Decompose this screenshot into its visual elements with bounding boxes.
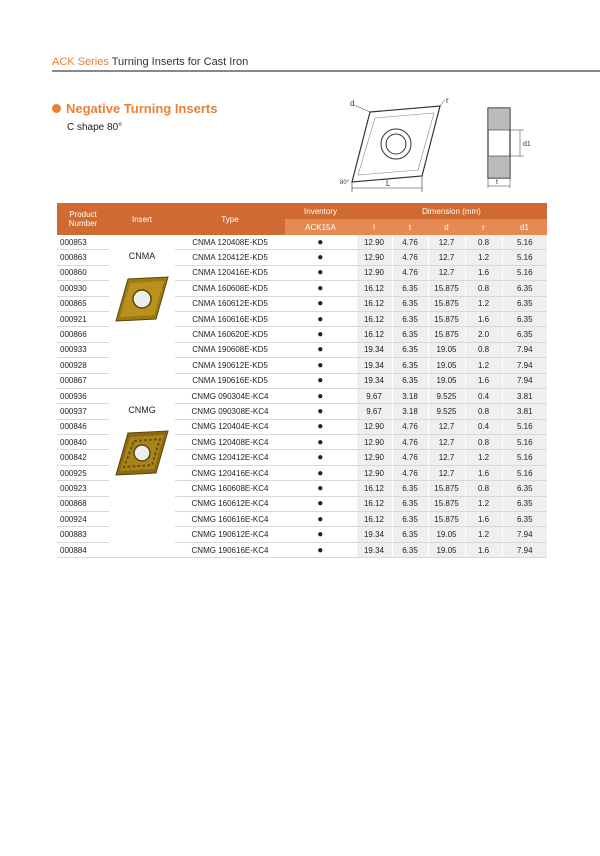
type-cell: CNMA 160612E-KD5 [175, 296, 285, 311]
dim-r-cell: 0.8 [465, 481, 502, 496]
product-number-cell: 000846 [57, 419, 109, 434]
dim-r-cell: 0.8 [465, 281, 502, 296]
product-number-cell: 000883 [57, 527, 109, 542]
dim-l-cell: 19.34 [356, 527, 392, 542]
dim-d-cell: 12.7 [428, 435, 465, 450]
dim-r-cell: 1.2 [465, 358, 502, 373]
dim-d-cell: 15.875 [428, 496, 465, 511]
dim-t-cell: 4.76 [392, 419, 428, 434]
inventory-dot: ● [285, 388, 356, 403]
inventory-dot: ● [285, 465, 356, 480]
dim-r-cell: 1.2 [465, 450, 502, 465]
type-cell: CNMG 160612E-KC4 [175, 496, 285, 511]
dim-d-cell: 15.875 [428, 481, 465, 496]
dim-l-cell: 12.90 [356, 419, 392, 434]
dim-l-cell: 12.90 [356, 435, 392, 450]
dim-l-cell: 19.34 [356, 373, 392, 388]
header-grade: ACK15A [285, 219, 356, 235]
dim-t-cell: 3.18 [392, 388, 428, 403]
inventory-dot: ● [285, 450, 356, 465]
inventory-dot: ● [285, 327, 356, 342]
diagram-label-t: t [496, 179, 498, 186]
dim-d-cell: 9.525 [428, 388, 465, 403]
header-dim-r: r [465, 219, 502, 235]
dim-t-cell: 6.35 [392, 311, 428, 326]
dim-t-cell: 4.76 [392, 235, 428, 250]
dim-t-cell: 6.35 [392, 342, 428, 357]
dim-l-cell: 19.34 [356, 542, 392, 557]
type-cell: CNMA 160616E-KD5 [175, 311, 285, 326]
header-dim-d: d [428, 219, 465, 235]
dim-l-cell: 9.67 [356, 404, 392, 419]
dim-d1-cell: 7.94 [502, 342, 547, 357]
inventory-dot: ● [285, 496, 356, 511]
dim-l-cell: 16.12 [356, 281, 392, 296]
dim-t-cell: 6.35 [392, 527, 428, 542]
dim-t-cell: 4.76 [392, 450, 428, 465]
product-number-cell: 000933 [57, 342, 109, 357]
dim-d-cell: 15.875 [428, 512, 465, 527]
dim-d-cell: 12.7 [428, 450, 465, 465]
type-cell: CNMG 090308E-KC4 [175, 404, 285, 419]
dim-r-cell: 1.2 [465, 496, 502, 511]
dim-r-cell: 1.6 [465, 373, 502, 388]
type-cell: CNMA 190608E-KD5 [175, 342, 285, 357]
dim-d-cell: 12.7 [428, 235, 465, 250]
inventory-dot: ● [285, 527, 356, 542]
header-type: Type [175, 203, 285, 235]
table-row [57, 388, 547, 403]
dim-d-cell: 19.05 [428, 542, 465, 557]
dim-d1-cell: 7.94 [502, 542, 547, 557]
dim-t-cell: 6.35 [392, 358, 428, 373]
dim-r-cell: 0.4 [465, 419, 502, 434]
dim-l-cell: 16.12 [356, 481, 392, 496]
inventory-dot: ● [285, 481, 356, 496]
type-cell: CNMG 190612E-KC4 [175, 527, 285, 542]
product-number-cell: 000930 [57, 281, 109, 296]
dim-d1-cell: 6.35 [502, 296, 547, 311]
dim-d1-cell: 6.35 [502, 512, 547, 527]
dim-d-cell: 19.05 [428, 373, 465, 388]
dim-r-cell: 0.8 [465, 342, 502, 357]
header-dimension: Dimension (mm) [356, 203, 547, 219]
dim-l-cell: 16.12 [356, 496, 392, 511]
table-row [57, 235, 547, 250]
inventory-dot: ● [285, 250, 356, 265]
insert-image [109, 275, 175, 325]
product-number-cell: 000923 [57, 481, 109, 496]
inventory-dot: ● [285, 296, 356, 311]
dim-r-cell: 1.6 [465, 465, 502, 480]
type-cell: CNMA 120408E-KD5 [175, 235, 285, 250]
dim-d1-cell: 3.81 [502, 388, 547, 403]
type-cell: CNMA 160620E-KD5 [175, 327, 285, 342]
type-cell: CNMG 090304E-KC4 [175, 388, 285, 403]
product-number-cell: 000868 [57, 496, 109, 511]
dim-d1-cell: 5.16 [502, 435, 547, 450]
inventory-dot: ● [285, 419, 356, 434]
dim-d1-cell: 6.35 [502, 481, 547, 496]
dim-t-cell: 6.35 [392, 512, 428, 527]
dim-l-cell: 12.90 [356, 265, 392, 280]
dim-r-cell: 0.8 [465, 435, 502, 450]
dim-t-cell: 6.35 [392, 542, 428, 557]
diagram-label-d: d [350, 99, 355, 108]
product-number-cell: 000865 [57, 296, 109, 311]
dim-r-cell: 0.4 [465, 388, 502, 403]
type-cell: CNMA 160608E-KD5 [175, 281, 285, 296]
dim-d-cell: 12.7 [428, 465, 465, 480]
type-cell: CNMA 120416E-KD5 [175, 265, 285, 280]
dim-l-cell: 9.67 [356, 388, 392, 403]
inventory-dot: ● [285, 235, 356, 250]
dim-t-cell: 6.35 [392, 481, 428, 496]
dim-d1-cell: 5.16 [502, 465, 547, 480]
dim-d-cell: 15.875 [428, 311, 465, 326]
dim-d-cell: 15.875 [428, 281, 465, 296]
dim-r-cell: 2.0 [465, 327, 502, 342]
insert-side-view-diagram [480, 102, 540, 192]
dim-t-cell: 3.18 [392, 404, 428, 419]
dim-d-cell: 12.7 [428, 419, 465, 434]
dim-l-cell: 12.90 [356, 450, 392, 465]
dim-d1-cell: 6.35 [502, 311, 547, 326]
dim-d1-cell: 5.16 [502, 419, 547, 434]
dim-t-cell: 4.76 [392, 250, 428, 265]
insert-group-cell [109, 388, 175, 557]
header-insert: Insert [109, 203, 175, 235]
dim-l-cell: 16.12 [356, 311, 392, 326]
dim-d-cell: 19.05 [428, 527, 465, 542]
diagram-label-L: L [386, 179, 391, 188]
dim-r-cell: 0.8 [465, 404, 502, 419]
dim-l-cell: 16.12 [356, 327, 392, 342]
section-title [52, 101, 217, 116]
header-product-number: Product Number [57, 203, 109, 235]
dim-d1-cell: 5.16 [502, 450, 547, 465]
product-number-cell: 000840 [57, 435, 109, 450]
dim-d1-cell: 5.16 [502, 250, 547, 265]
dim-d-cell: 9.525 [428, 404, 465, 419]
bullet-icon [52, 104, 61, 113]
product-number-cell: 000863 [57, 250, 109, 265]
product-number-cell: 000866 [57, 327, 109, 342]
dim-d-cell: 19.05 [428, 342, 465, 357]
dim-r-cell: 1.6 [465, 311, 502, 326]
dim-l-cell: 16.12 [356, 512, 392, 527]
type-cell: CNMG 120416E-KC4 [175, 465, 285, 480]
inventory-dot: ● [285, 342, 356, 357]
type-cell: CNMA 190616E-KD5 [175, 373, 285, 388]
dim-r-cell: 1.6 [465, 542, 502, 557]
header-dim-d1: d1 [502, 219, 547, 235]
type-cell: CNMA 120412E-KD5 [175, 250, 285, 265]
inventory-dot: ● [285, 435, 356, 450]
insert-group-label: CNMA [128, 251, 156, 261]
type-cell: CNMG 120412E-KC4 [175, 450, 285, 465]
type-cell: CNMG 120408E-KC4 [175, 435, 285, 450]
dim-r-cell: 1.6 [465, 265, 502, 280]
diagram-label-angle: 80° [340, 180, 350, 186]
inventory-dot: ● [285, 542, 356, 557]
insert-image [109, 429, 175, 479]
dim-l-cell: 12.90 [356, 465, 392, 480]
inventory-dot: ● [285, 373, 356, 388]
header-inventory: Inventory [285, 203, 356, 219]
type-cell: CNMG 160616E-KC4 [175, 512, 285, 527]
product-number-cell: 000884 [57, 542, 109, 557]
dim-r-cell: 1.2 [465, 527, 502, 542]
dim-r-cell: 0.8 [465, 235, 502, 250]
dim-d1-cell: 7.94 [502, 358, 547, 373]
dim-t-cell: 4.76 [392, 435, 428, 450]
dim-d-cell: 12.7 [428, 265, 465, 280]
dim-r-cell: 1.6 [465, 512, 502, 527]
insert-spec-table [57, 203, 547, 558]
dim-l-cell: 16.12 [356, 296, 392, 311]
product-number-cell: 000937 [57, 404, 109, 419]
header-title: Turning Inserts for Cast Iron [111, 56, 249, 68]
insert-group-label: CNMG [128, 404, 156, 415]
dim-t-cell: 6.35 [392, 373, 428, 388]
dim-d1-cell: 7.94 [502, 373, 547, 388]
section-title-text: Negative Turning Inserts [66, 101, 218, 116]
product-number-cell: 000860 [57, 265, 109, 280]
section-subtitle: C shape 80° [67, 122, 123, 133]
product-number-cell: 000924 [57, 512, 109, 527]
dim-t-cell: 6.35 [392, 296, 428, 311]
inventory-dot: ● [285, 358, 356, 373]
dim-d1-cell: 6.35 [502, 281, 547, 296]
product-number-cell: 000853 [57, 235, 109, 250]
product-number-cell: 000921 [57, 311, 109, 326]
dim-t-cell: 4.76 [392, 465, 428, 480]
dim-d1-cell: 5.16 [502, 235, 547, 250]
inventory-dot: ● [285, 265, 356, 280]
type-cell: CNMG 160608E-KC4 [175, 481, 285, 496]
insert-top-view-diagram [340, 98, 460, 193]
dim-l-cell: 19.34 [356, 358, 392, 373]
dim-t-cell: 6.35 [392, 327, 428, 342]
header-dim-t: t [392, 219, 428, 235]
type-cell: CNMA 190612E-KD5 [175, 358, 285, 373]
inventory-dot: ● [285, 311, 356, 326]
dim-l-cell: 12.90 [356, 235, 392, 250]
dim-d-cell: 15.875 [428, 296, 465, 311]
diagram-label-d1: d1 [523, 141, 531, 148]
inventory-dot: ● [285, 281, 356, 296]
type-cell: CNMG 120404E-KC4 [175, 419, 285, 434]
page-header [52, 56, 248, 68]
dim-l-cell: 12.90 [356, 250, 392, 265]
header-dim-l: l [356, 219, 392, 235]
dim-d-cell: 15.875 [428, 327, 465, 342]
product-number-cell: 000867 [57, 373, 109, 388]
header-divider [52, 70, 600, 72]
series-name: ACK Series [52, 56, 109, 68]
dim-d1-cell: 6.35 [502, 327, 547, 342]
dim-t-cell: 4.76 [392, 265, 428, 280]
dim-d1-cell: 5.16 [502, 265, 547, 280]
dim-d1-cell: 7.94 [502, 527, 547, 542]
dim-d1-cell: 3.81 [502, 404, 547, 419]
dim-t-cell: 6.35 [392, 496, 428, 511]
type-cell: CNMG 190616E-KC4 [175, 542, 285, 557]
product-number-cell: 000842 [57, 450, 109, 465]
inventory-dot: ● [285, 512, 356, 527]
dim-r-cell: 1.2 [465, 250, 502, 265]
table-body [57, 235, 547, 558]
dim-t-cell: 6.35 [392, 281, 428, 296]
dim-d-cell: 12.7 [428, 250, 465, 265]
insert-group-cell [109, 235, 175, 388]
inventory-dot: ● [285, 404, 356, 419]
product-number-cell: 000936 [57, 388, 109, 403]
dim-l-cell: 19.34 [356, 342, 392, 357]
dim-d-cell: 19.05 [428, 358, 465, 373]
product-number-cell: 000928 [57, 358, 109, 373]
product-number-cell: 000925 [57, 465, 109, 480]
dim-d1-cell: 6.35 [502, 496, 547, 511]
diagram-label-r: r [446, 98, 449, 105]
dim-r-cell: 1.2 [465, 296, 502, 311]
